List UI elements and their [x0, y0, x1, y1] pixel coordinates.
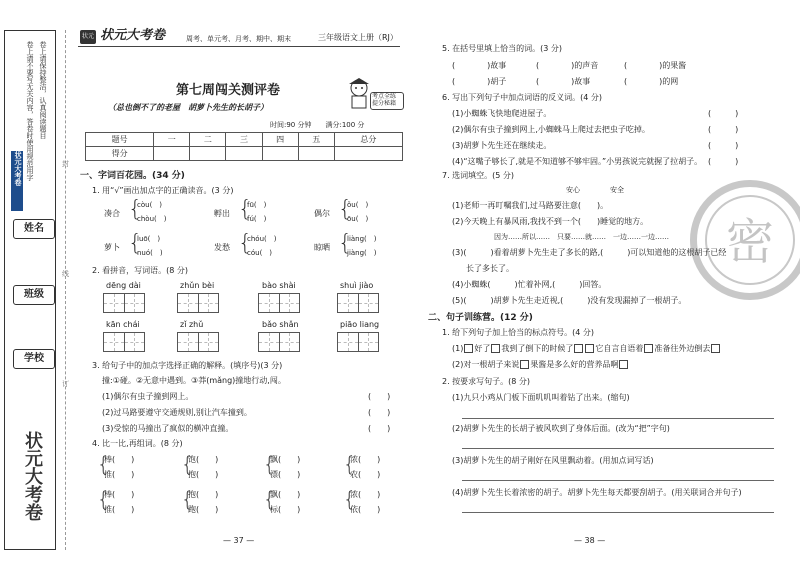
score-header: 总分: [334, 133, 402, 147]
q3-text: 3. 给句子中的加点字选择正确的解释。(填序号)(3 分): [92, 361, 283, 370]
rewrite-prompt: (1)九只小鸡从门板下面叽叽叫着钻了出来。(缩句): [452, 393, 630, 402]
punct-box[interactable]: [464, 344, 473, 353]
pinyin: kān chái: [106, 320, 140, 329]
char-grid[interactable]: [258, 293, 300, 313]
pinyin: bǎo shǎn: [262, 320, 299, 329]
score-cell[interactable]: [262, 147, 298, 161]
brace: {: [97, 452, 110, 476]
test-title: 第七周闯关测评卷: [176, 83, 281, 98]
section1-heading: 一、字词百花园。(34 分): [80, 171, 185, 181]
brace: {: [343, 487, 356, 511]
q1-option[interactable]: ǒu( ): [347, 201, 369, 209]
q4-item[interactable]: 浓( ): [350, 455, 381, 464]
char-grid[interactable]: [103, 293, 145, 313]
q1-text: 1. 用“√”画出加点字的正确读音。(3 分): [92, 186, 234, 195]
score-header: 二: [190, 133, 226, 147]
q5-blank[interactable]: ( )故事: [452, 61, 507, 70]
q1-option[interactable]: fú( ): [247, 215, 267, 223]
q1-option[interactable]: luō( ): [137, 235, 161, 243]
q7-choice: 安全: [610, 186, 624, 194]
punct-box[interactable]: [711, 344, 720, 353]
char-grid[interactable]: [177, 293, 219, 313]
q4-item[interactable]: 饱( ): [188, 455, 219, 464]
brace: {: [238, 197, 252, 222]
punct-box[interactable]: [619, 360, 628, 369]
q2-text: 2. 看拼音，写词语。(8 分): [92, 266, 189, 275]
s1-part: 准备往外边倒去: [654, 344, 711, 353]
punct-box[interactable]: [585, 344, 594, 353]
answer-blank[interactable]: ( ): [708, 109, 739, 118]
q4-item[interactable]: 棒( ): [104, 455, 135, 464]
test-subtitle: （总也倒不了的老屋 胡萝卜先生的长胡子）: [108, 102, 268, 112]
punct-box[interactable]: [520, 360, 529, 369]
punct-sentence-1: [452, 344, 721, 353]
brace: {: [263, 452, 276, 476]
char-grid[interactable]: [337, 332, 379, 352]
pinyin: zǐ zhǔ: [180, 320, 204, 329]
s1-part: 它自言自语着: [595, 344, 644, 353]
q1-option[interactable]: còu( ): [137, 201, 163, 209]
section2-heading: 二、句子训练营。(12 分): [428, 313, 533, 323]
brand-title: 状元大考卷: [100, 28, 166, 43]
brace: {: [181, 487, 194, 511]
q7-text: 7. 选词填空。(5 分): [442, 171, 515, 180]
q4-item[interactable]: 依( ): [350, 505, 381, 514]
q1-word: 凑合: [104, 209, 120, 218]
q7-item: (3)( )看着胡萝卜先生走了多长的路,( )可以知道他的这根胡子已经: [452, 248, 727, 257]
brace: {: [128, 231, 142, 256]
s2-q2-text: 2. 按要求写句子。(8 分): [442, 377, 531, 386]
q4-text: 4. 比一比,再组词。(8 分): [92, 439, 183, 448]
q7-item: (4)小蜘蛛( )忙着补网,( )回答。: [452, 280, 607, 289]
answer-blank[interactable]: ( ): [708, 125, 739, 134]
s2-q1-text: 1. 给下列句子加上恰当的标点符号。(4 分): [442, 328, 595, 337]
q1-option[interactable]: cóu( ): [247, 249, 273, 257]
q1-option[interactable]: nuó( ): [137, 249, 163, 257]
q4-item[interactable]: 棒( ): [104, 490, 135, 499]
s2-part: (2)对一根胡子来说: [452, 360, 520, 369]
q7-item: (1)老师一再叮嘱我们,过马路要注意( )。: [452, 201, 609, 210]
s2-part: 果酱是多么好的营养品啊: [530, 360, 619, 369]
q1-word: 晾晒: [314, 243, 330, 252]
q5-text: 5. 在括号里填上恰当的词。(3 分): [442, 44, 563, 53]
header-rule: [78, 46, 400, 47]
q5-blank[interactable]: ( )的声音: [536, 61, 599, 70]
page-number-left: — 37 —: [223, 536, 255, 545]
pinyin: dēng dài: [106, 281, 141, 290]
secret-stamp: [690, 180, 800, 300]
score-cell[interactable]: [154, 147, 190, 161]
q6-item: (1)小蜘蛛飞快地爬进屋子。: [452, 109, 552, 118]
q7-item: (5)( )胡萝卜先生走近视,( )没有发现漏掉了一根胡子。: [452, 296, 687, 305]
q4-item[interactable]: 跑( ): [188, 505, 219, 514]
q5-blank[interactable]: ( )的果酱: [624, 61, 687, 70]
bottom-logo: 状元大考卷: [22, 431, 43, 521]
q3-options: 撞:①碰。②无意中遇到。③莽(mǎng)撞地行动,闯。: [102, 376, 286, 385]
binding-logo: 状元大考卷: [11, 151, 23, 211]
q4-item[interactable]: 抱( ): [188, 470, 219, 479]
brace: {: [338, 231, 352, 256]
q3-item: (2)过马路要遵守交通规则,别让汽车撞到。: [102, 408, 252, 417]
char-grid[interactable]: [258, 332, 300, 352]
score-header: 四: [262, 133, 298, 147]
q7-item: 长了多长了。: [466, 264, 514, 273]
answer-blank[interactable]: ( ): [368, 408, 391, 417]
answer-line[interactable]: [462, 480, 774, 481]
char-grid[interactable]: [337, 293, 379, 313]
brace: {: [238, 231, 252, 256]
q7-choices: 因为……所以…… 只要……就…… 一边……一边……: [494, 233, 669, 241]
page-number-right: — 38 —: [574, 536, 606, 545]
q4-item[interactable]: 农( ): [350, 470, 381, 479]
class-field[interactable]: 班级: [13, 285, 55, 305]
q1-word: 孵出: [214, 209, 230, 218]
score-header: 题号: [86, 133, 154, 147]
q1-option[interactable]: liàng( ): [347, 235, 377, 243]
q4-item[interactable]: 漂( ): [270, 470, 301, 479]
answer-line[interactable]: [462, 448, 774, 449]
q7-choice: 安心: [566, 186, 580, 194]
score-cell[interactable]: [190, 147, 226, 161]
rewrite-prompt: (4)胡萝卜先生长着浓密的胡子。胡萝卜先生每天都要刮胡子。(用关联词合并句子): [452, 488, 742, 497]
punct-box[interactable]: [574, 344, 583, 353]
pinyin: shuì jiào: [340, 281, 374, 290]
answer-blank[interactable]: ( ): [708, 141, 739, 150]
pinyin: bào shài: [262, 281, 296, 290]
q5-blank[interactable]: ( )胡子: [452, 77, 507, 86]
q1-option[interactable]: jiàng( ): [347, 249, 377, 257]
score-cell[interactable]: [298, 147, 334, 161]
q5-blank[interactable]: ( )的网: [624, 77, 679, 86]
brace: {: [128, 197, 142, 222]
score-cell[interactable]: [334, 147, 402, 161]
brace: {: [263, 487, 276, 511]
q1-option[interactable]: chòu( ): [137, 215, 167, 223]
brace: {: [97, 487, 110, 511]
s1-part: 好了: [474, 344, 491, 353]
brand-badge: 状元: [80, 30, 96, 44]
brace: {: [181, 452, 194, 476]
q4-item[interactable]: 飘( ): [270, 455, 301, 464]
mascot-caption: 考点全练 提分秘籍: [370, 92, 404, 110]
binding-strip: [4, 30, 56, 550]
q6-item: (3)胡萝卜先生还在继续走。: [452, 141, 552, 150]
q6-text: 6. 写出下列句子中加点词语的反义词。(4 分): [442, 93, 603, 102]
school-field[interactable]: 学校: [13, 349, 55, 369]
time-score: 时间:90 分钟 满分:100 分: [270, 121, 365, 129]
score-header: 一: [154, 133, 190, 147]
q4-item[interactable]: 浓( ): [350, 490, 381, 499]
stamp-text: 密: [705, 195, 795, 285]
punct-box[interactable]: [491, 344, 500, 353]
name-field[interactable]: 姓名: [13, 219, 55, 239]
grade-book: 三年级语文上册（RJ）: [318, 33, 398, 42]
brace: {: [343, 452, 356, 476]
cut-line: [65, 30, 66, 550]
answer-line[interactable]: [462, 418, 774, 419]
q1-option[interactable]: ōu( ): [347, 215, 369, 223]
q1-option[interactable]: chóu( ): [247, 235, 277, 243]
rewrite-prompt: (2)胡萝卜先生的长胡子被风吹到了身体后面。(改为“把”字句): [452, 424, 670, 433]
q4-item[interactable]: 推( ): [104, 470, 135, 479]
q6-item: (4)“这嘴子够长了,就是不知道够不够牢固。”小男孩说完就握了拉胡子。: [452, 157, 703, 166]
score-header: 三: [226, 133, 262, 147]
answer-blank[interactable]: ( ): [368, 392, 391, 401]
score-header: 五: [298, 133, 334, 147]
q4-item[interactable]: 标( ): [270, 505, 301, 514]
pinyin: zhǔn bèi: [180, 281, 215, 290]
score-cell[interactable]: [226, 147, 262, 161]
q4-item[interactable]: 飘( ): [270, 490, 301, 499]
q4-item[interactable]: 抱( ): [188, 490, 219, 499]
binding-tip-2: 卷上请不要写无关内容，答卷时使用规范用字: [26, 41, 34, 181]
s1-part: 我到了倒下的时候了: [501, 344, 574, 353]
q6-item: (2)偶尔有虫子撞到网上,小蜘蛛马上爬过去把虫子吃掉。: [452, 125, 650, 134]
series-label: 周考、单元考、月考、期中、期末: [186, 35, 291, 43]
answer-blank[interactable]: ( ): [368, 424, 391, 433]
answer-line[interactable]: [462, 512, 774, 513]
punct-box[interactable]: [644, 344, 653, 353]
q3-item: (3)受惊的马撞出了疯似的横冲直撞。: [102, 424, 234, 433]
brace: {: [338, 197, 352, 222]
s1-part: (1): [452, 344, 464, 353]
char-grid[interactable]: [103, 332, 145, 352]
q4-item[interactable]: 推( ): [104, 505, 135, 514]
pinyin: piāo liang: [340, 320, 380, 329]
punct-sentence-2: [452, 360, 629, 369]
cut-mark-2: 线: [62, 270, 69, 278]
q1-word: 萝卜: [104, 243, 120, 252]
rewrite-prompt: (3)胡萝卜先生的胡子刚好在风里飘动着。(用加点词写话): [452, 456, 654, 465]
binding-tip-1: 卷上请保持整洁，认真阅读题目: [39, 41, 47, 139]
score-table: [85, 132, 403, 161]
char-grid[interactable]: [177, 332, 219, 352]
answer-blank[interactable]: ( ): [708, 157, 739, 166]
q1-word: 发愁: [214, 243, 230, 252]
q7-item: (2)今天晚上有暴风雨,我找不到一个( )睡觉的地方。: [452, 217, 649, 226]
q1-option[interactable]: fū( ): [247, 201, 267, 209]
q3-item: (1)偶尔有虫子撞到网上。: [102, 392, 194, 401]
q5-blank[interactable]: ( )故事: [536, 77, 591, 86]
cut-mark-1: 封: [62, 160, 69, 168]
score-row-label: 得分: [86, 147, 154, 161]
q1-word: 偶尔: [314, 209, 330, 218]
cut-mark-3: 订: [62, 380, 69, 388]
